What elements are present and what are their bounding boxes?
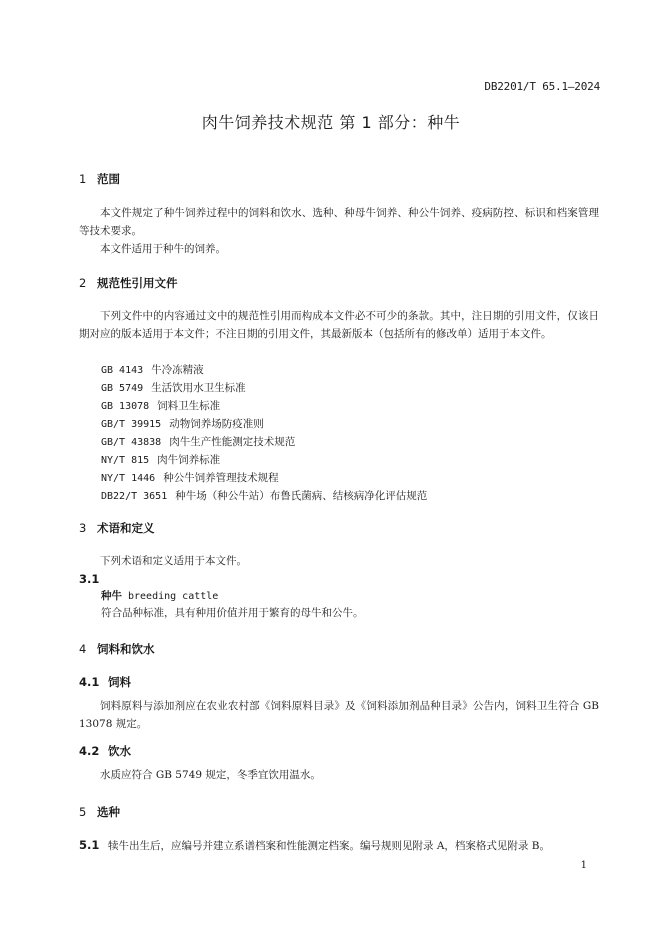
term-english: breeding cattle bbox=[128, 591, 219, 602]
reference-code: GB 13078 bbox=[101, 401, 150, 412]
reference-item bbox=[101, 398, 220, 413]
paragraph: 饲料原料与添加剂应在农业农村部《饲料原料目录》及《饲料添加剂品种目录》公告内，饲料卫生符合 GB 13078 规定。 bbox=[79, 700, 599, 730]
document-title: 肉牛饲养技术规范 第 1 部分：种牛 bbox=[201, 113, 461, 132]
term-chinese: 种牛 bbox=[101, 590, 122, 602]
section-3-body bbox=[79, 552, 599, 570]
subsection-title: 饮水 bbox=[108, 744, 131, 758]
reference-name: 种牛场（种公牛站）布鲁氏菌病、结核病净化评估规范 bbox=[175, 490, 428, 502]
section-number: 5 bbox=[79, 805, 87, 819]
reference-name: 饲料卫生标准 bbox=[157, 400, 221, 412]
paragraph: 犊牛出生后，应编号并建立系谱档案和性能测定档案。编号规则见附录 A，档案格式见附录 B。 bbox=[108, 840, 550, 852]
section-title: 范围 bbox=[97, 172, 120, 186]
subsection-number: 4.1 bbox=[79, 675, 100, 689]
term-definition: 符合品种标准，具有种用价值并用于繁育的母牛和公牛。 bbox=[101, 607, 364, 619]
paragraph: 本文件适用于种牛的饲养。 bbox=[100, 243, 226, 255]
section-number: 2 bbox=[79, 276, 87, 290]
paragraph: 下列文件中的内容通过文中的规范性引用而构成本文件必不可少的条款。其中，注日期的引用文件，仅该日期对应的版本适用于本文件；不注日期的引用文件，其最新版本（包括所有的修改单）适用于本文件。 bbox=[79, 310, 599, 340]
section-2-heading bbox=[79, 275, 178, 291]
subsection-number: 5.1 bbox=[79, 838, 100, 852]
section-1-body bbox=[79, 204, 599, 258]
subsection-number: 4.2 bbox=[79, 744, 100, 758]
reference-item bbox=[101, 470, 279, 485]
subsection-4-2-heading bbox=[79, 743, 131, 759]
section-5-heading bbox=[79, 804, 120, 820]
reference-name: 动物饲养场防疫准则 bbox=[169, 418, 264, 430]
subsection-4-2-body bbox=[79, 766, 599, 784]
reference-code: GB 5749 bbox=[101, 383, 144, 394]
section-number: 1 bbox=[79, 172, 87, 186]
term-name bbox=[101, 588, 218, 603]
reference-item bbox=[101, 362, 204, 377]
section-number: 4 bbox=[79, 642, 87, 656]
section-1-heading bbox=[79, 171, 120, 187]
subsection-4-1-body bbox=[79, 697, 599, 733]
reference-item bbox=[101, 452, 220, 467]
page-number: 1 bbox=[580, 860, 587, 871]
reference-code: GB/T 43838 bbox=[101, 437, 162, 448]
paragraph: 本文件规定了种牛饲养过程中的饲料和饮水、选种、种母牛饲养、种公牛饲养、疫病防控、标识和档案管理等技术要求。 bbox=[79, 207, 599, 237]
section-2-body bbox=[79, 307, 599, 343]
reference-name: 肉牛生产性能测定技术规范 bbox=[169, 436, 296, 448]
reference-item bbox=[101, 434, 295, 449]
section-4-heading bbox=[79, 641, 155, 657]
reference-name: 牛冷冻精液 bbox=[151, 364, 204, 376]
reference-code: DB22/T 3651 bbox=[101, 491, 168, 502]
section-number: 3 bbox=[79, 521, 87, 535]
section-title: 术语和定义 bbox=[97, 521, 155, 535]
reference-code: NY/T 815 bbox=[101, 455, 150, 466]
section-title: 规范性引用文件 bbox=[97, 276, 178, 290]
reference-code: GB 4143 bbox=[101, 365, 144, 376]
paragraph: 水质应符合 GB 5749 规定，冬季宜饮用温水。 bbox=[100, 769, 321, 781]
subsection-4-1-heading bbox=[79, 674, 131, 690]
reference-name: 肉牛饲养标准 bbox=[157, 454, 221, 466]
term-number: 3.1 bbox=[79, 572, 100, 586]
reference-item bbox=[101, 416, 264, 431]
reference-name: 种公牛饲养管理技术规程 bbox=[163, 472, 279, 484]
subsection-title: 饲料 bbox=[108, 675, 131, 689]
reference-item bbox=[101, 488, 427, 503]
section-3-heading bbox=[79, 520, 155, 536]
reference-name: 生活饮用水卫生标准 bbox=[151, 382, 246, 394]
reference-item bbox=[101, 380, 246, 395]
document-code: DB2201/T 65.1—2024 bbox=[484, 80, 600, 93]
section-title: 饲料和饮水 bbox=[97, 642, 155, 656]
reference-code: NY/T 1446 bbox=[101, 473, 156, 484]
section-title: 选种 bbox=[97, 805, 120, 819]
reference-code: GB/T 39915 bbox=[101, 419, 162, 430]
paragraph: 下列术语和定义适用于本文件。 bbox=[100, 555, 247, 567]
subsection-5-1 bbox=[79, 838, 550, 853]
